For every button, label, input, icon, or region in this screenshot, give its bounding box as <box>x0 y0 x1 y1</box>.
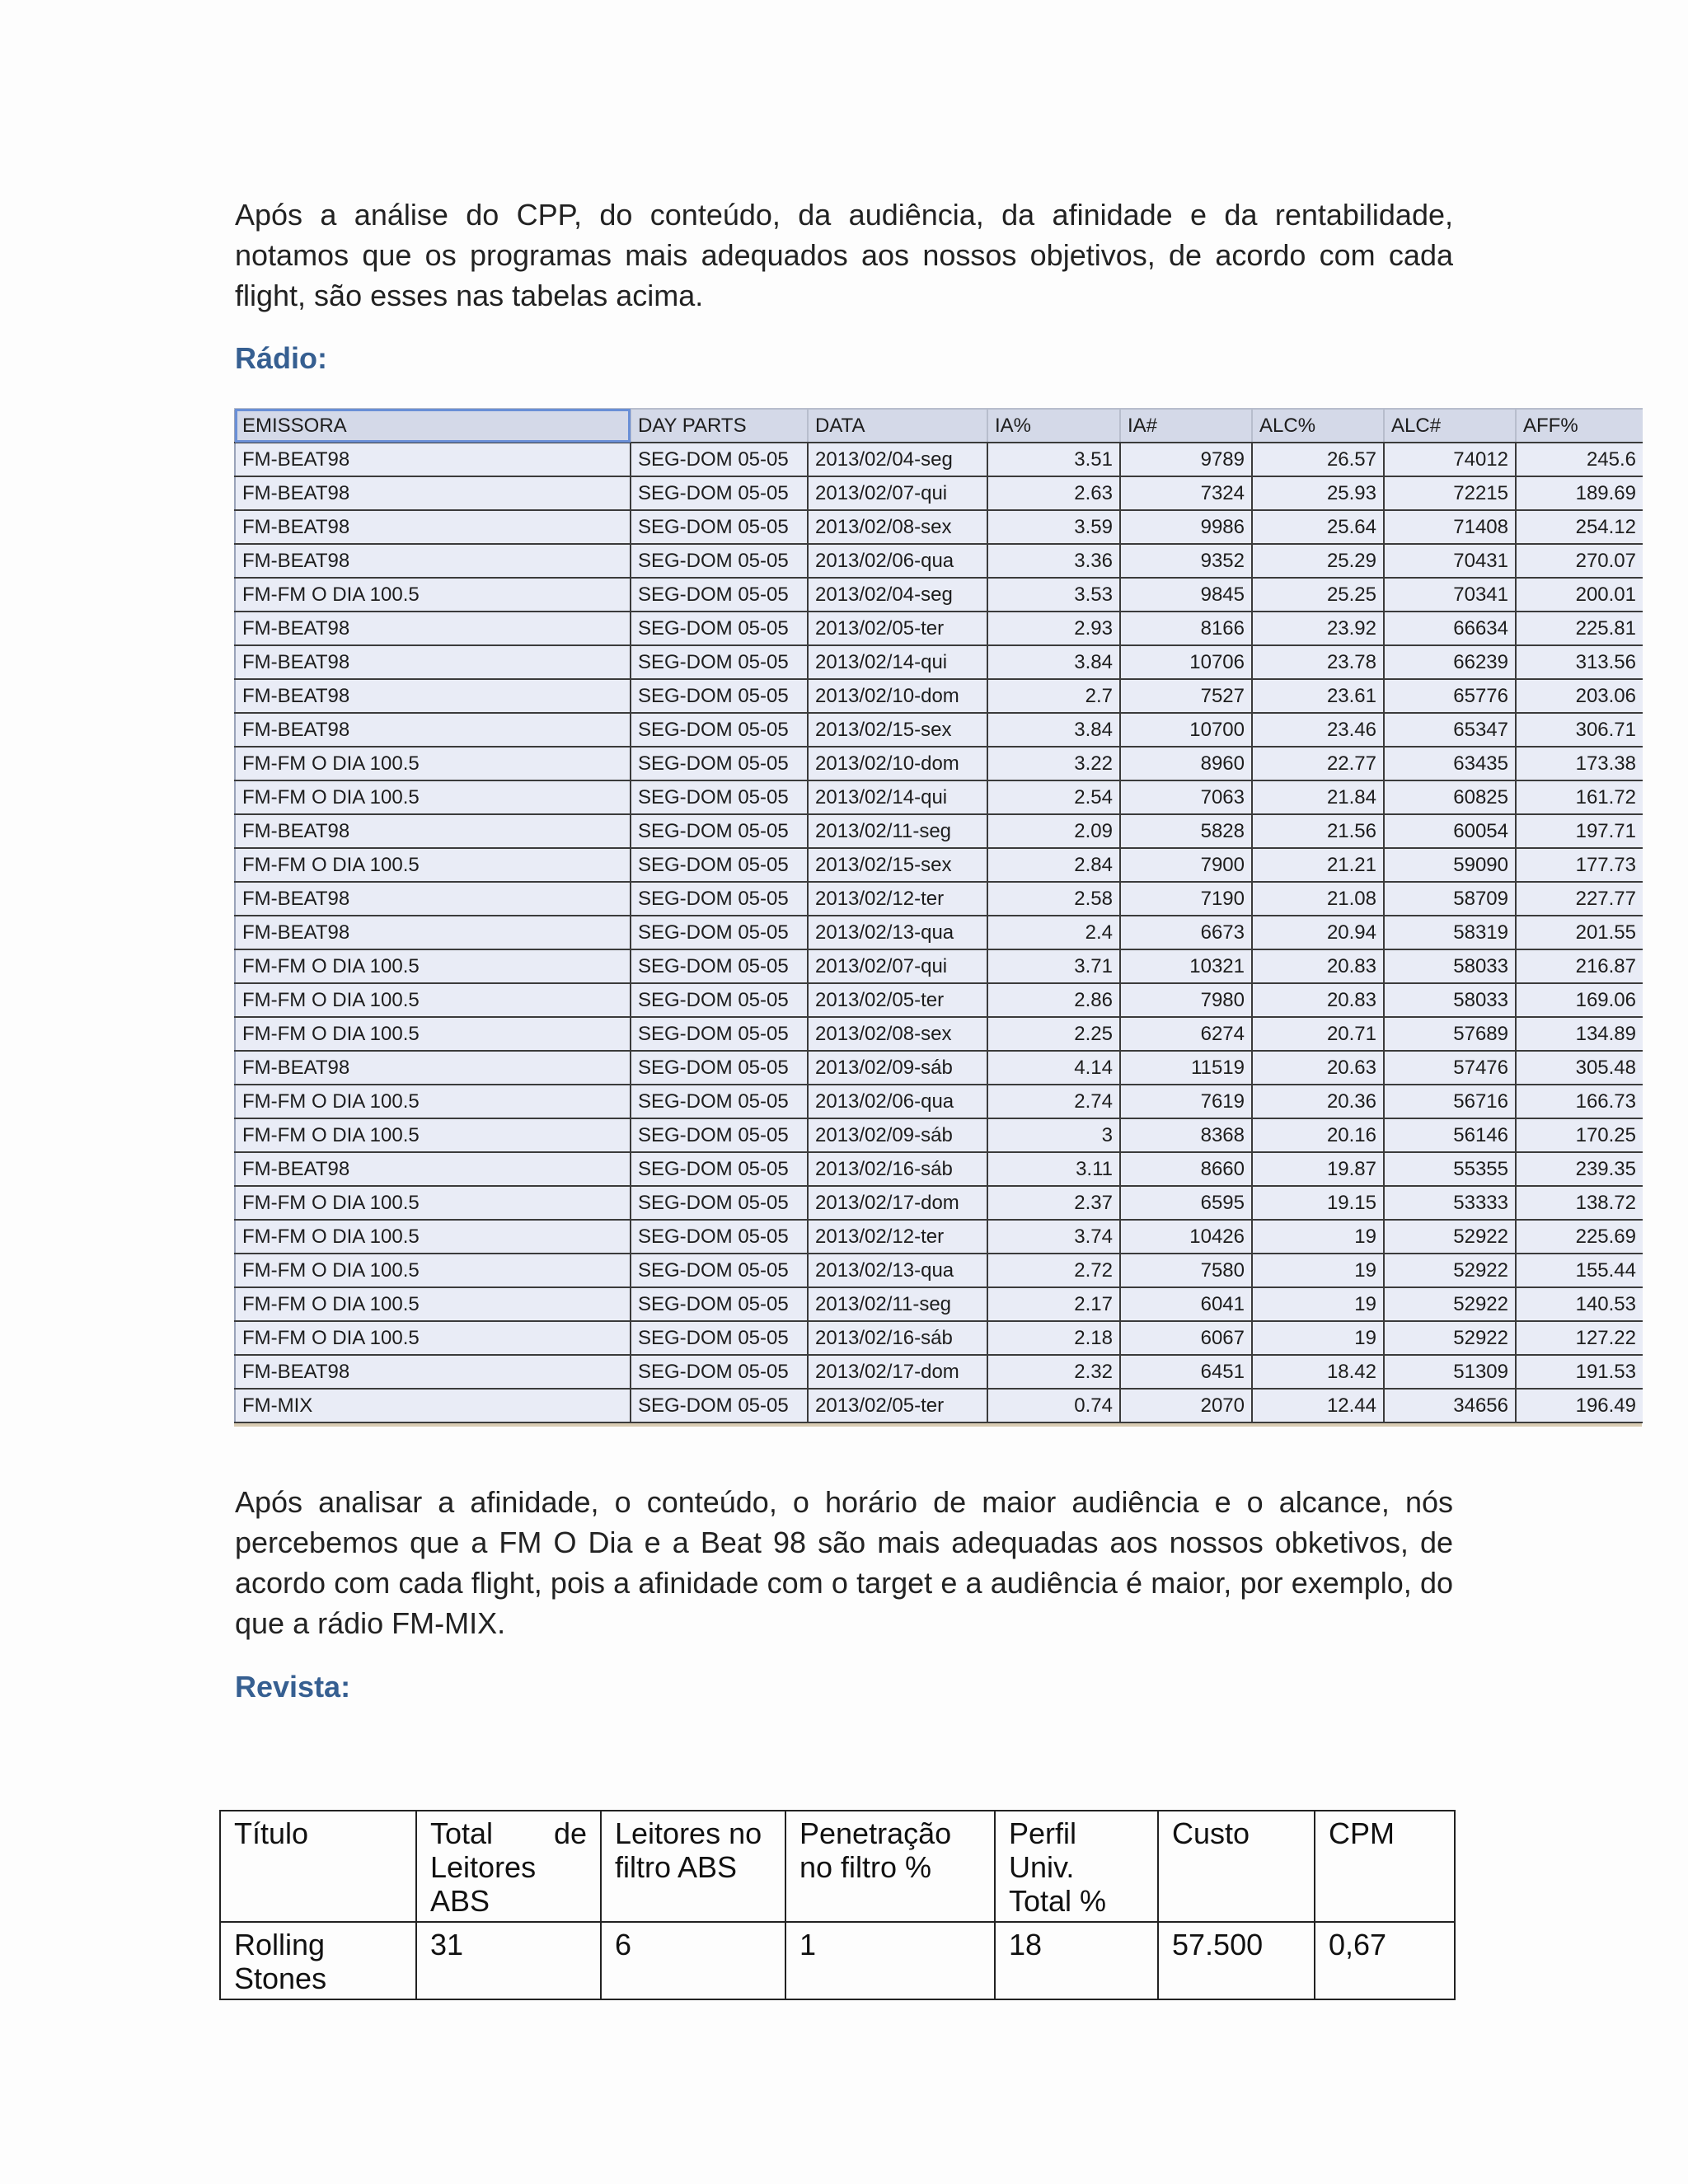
cell-aff-pct: 313.56 <box>1516 645 1643 679</box>
cell-day-parts: SEG-DOM 05-05 <box>631 916 808 949</box>
cell-ia-num: 7580 <box>1120 1254 1252 1287</box>
cell-alc-num: 58033 <box>1384 949 1516 983</box>
cell-alc-pct: 19 <box>1252 1220 1384 1254</box>
cell-ia-num: 6595 <box>1120 1186 1252 1220</box>
col-header-ia-pct: IA% <box>987 409 1120 443</box>
cell-emissora: FM-BEAT98 <box>235 645 631 679</box>
cell-data: 2013/02/15-sex <box>808 848 987 882</box>
table-row <box>235 916 1643 949</box>
cell-day-parts: SEG-DOM 05-05 <box>631 1017 808 1051</box>
cell-perfil: 18 <box>995 1922 1158 1999</box>
cell-aff-pct: 201.55 <box>1516 916 1643 949</box>
cell-aff-pct: 191.53 <box>1516 1355 1643 1389</box>
cell-alc-pct: 26.57 <box>1252 443 1384 476</box>
cell-ia-pct: 3.84 <box>987 645 1120 679</box>
cell-alc-num: 65776 <box>1384 679 1516 713</box>
cell-day-parts: SEG-DOM 05-05 <box>631 983 808 1017</box>
cell-aff-pct: 216.87 <box>1516 949 1643 983</box>
cell-alc-num: 52922 <box>1384 1220 1516 1254</box>
cell-ia-num: 10321 <box>1120 949 1252 983</box>
cell-emissora: FM-FM O DIA 100.5 <box>235 1254 631 1287</box>
cell-data: 2013/02/05-ter <box>808 1389 987 1422</box>
cell-ia-pct: 2.7 <box>987 679 1120 713</box>
cell-ia-num: 8166 <box>1120 612 1252 645</box>
cell-data: 2013/02/05-ter <box>808 983 987 1017</box>
cell-aff-pct: 270.07 <box>1516 544 1643 578</box>
col-header-titulo: Título <box>220 1811 416 1922</box>
col-header-custo: Custo <box>1158 1811 1315 1922</box>
cell-ia-pct: 2.63 <box>987 476 1120 510</box>
cell-data: 2013/02/16-sáb <box>808 1321 987 1355</box>
cell-day-parts: SEG-DOM 05-05 <box>631 679 808 713</box>
cell-alc-num: 34656 <box>1384 1389 1516 1422</box>
cell-day-parts: SEG-DOM 05-05 <box>631 1389 808 1422</box>
cell-alc-num: 66239 <box>1384 645 1516 679</box>
cell-alc-num: 71408 <box>1384 510 1516 544</box>
cell-alc-pct: 20.71 <box>1252 1017 1384 1051</box>
table-row <box>235 1321 1643 1355</box>
cell-ia-num: 7190 <box>1120 882 1252 916</box>
cell-alc-num: 72215 <box>1384 476 1516 510</box>
cell-aff-pct: 134.89 <box>1516 1017 1643 1051</box>
cell-data: 2013/02/06-qua <box>808 544 987 578</box>
cell-alc-pct: 19 <box>1252 1287 1384 1321</box>
revista-table <box>219 1810 1456 2000</box>
cell-data: 2013/02/04-seg <box>808 578 987 612</box>
cell-ia-pct: 2.09 <box>987 814 1120 848</box>
cell-ia-pct: 3.53 <box>987 578 1120 612</box>
cell-data: 2013/02/05-ter <box>808 612 987 645</box>
cell-alc-num: 65347 <box>1384 713 1516 747</box>
cell-data: 2013/02/14-qui <box>808 780 987 814</box>
cell-emissora: FM-FM O DIA 100.5 <box>235 578 631 612</box>
cell-ia-pct: 2.54 <box>987 780 1120 814</box>
cell-alc-pct: 20.16 <box>1252 1118 1384 1152</box>
cell-ia-pct: 3 <box>987 1118 1120 1152</box>
cell-ia-pct: 2.37 <box>987 1186 1120 1220</box>
cell-total-leitores: 31 <box>416 1922 601 1999</box>
cell-data: 2013/02/13-qua <box>808 1254 987 1287</box>
cell-alc-pct: 18.42 <box>1252 1355 1384 1389</box>
cell-data: 2013/02/07-qui <box>808 949 987 983</box>
cell-ia-pct: 3.59 <box>987 510 1120 544</box>
cell-aff-pct: 173.38 <box>1516 747 1643 780</box>
cell-aff-pct: 245.6 <box>1516 443 1643 476</box>
cell-emissora: FM-FM O DIA 100.5 <box>235 983 631 1017</box>
cell-alc-num: 58709 <box>1384 882 1516 916</box>
cell-emissora: FM-FM O DIA 100.5 <box>235 780 631 814</box>
cell-day-parts: SEG-DOM 05-05 <box>631 747 808 780</box>
cell-emissora: FM-BEAT98 <box>235 476 631 510</box>
cell-ia-num: 11519 <box>1120 1051 1252 1085</box>
cell-aff-pct: 155.44 <box>1516 1254 1643 1287</box>
table-row <box>235 1152 1643 1186</box>
cell-data: 2013/02/08-sex <box>808 1017 987 1051</box>
cell-ia-pct: 2.32 <box>987 1355 1120 1389</box>
cell-ia-pct: 2.72 <box>987 1254 1120 1287</box>
cell-day-parts: SEG-DOM 05-05 <box>631 1355 808 1389</box>
cell-alc-pct: 25.29 <box>1252 544 1384 578</box>
cell-leitores-filtro: 6 <box>601 1922 785 1999</box>
cell-ia-num: 7324 <box>1120 476 1252 510</box>
cell-alc-num: 70431 <box>1384 544 1516 578</box>
cell-emissora: FM-BEAT98 <box>235 1152 631 1186</box>
cell-aff-pct: 203.06 <box>1516 679 1643 713</box>
cell-ia-num: 10700 <box>1120 713 1252 747</box>
cell-ia-pct: 3.51 <box>987 443 1120 476</box>
table-row <box>235 679 1643 713</box>
cell-data: 2013/02/17-dom <box>808 1355 987 1389</box>
cell-aff-pct: 161.72 <box>1516 780 1643 814</box>
cell-ia-pct: 3.22 <box>987 747 1120 780</box>
table-row <box>235 949 1643 983</box>
cell-data: 2013/02/16-sáb <box>808 1152 987 1186</box>
cell-aff-pct: 127.22 <box>1516 1321 1643 1355</box>
table-row <box>235 882 1643 916</box>
cell-alc-num: 74012 <box>1384 443 1516 476</box>
cell-aff-pct: 306.71 <box>1516 713 1643 747</box>
cell-data: 2013/02/09-sáb <box>808 1051 987 1085</box>
cell-ia-pct: 3.36 <box>987 544 1120 578</box>
cell-aff-pct: 305.48 <box>1516 1051 1643 1085</box>
cell-alc-num: 53333 <box>1384 1186 1516 1220</box>
radio-table-body <box>235 443 1643 1422</box>
cell-alc-num: 56146 <box>1384 1118 1516 1152</box>
cell-alc-pct: 21.08 <box>1252 882 1384 916</box>
cell-ia-pct: 2.86 <box>987 983 1120 1017</box>
cell-day-parts: SEG-DOM 05-05 <box>631 510 808 544</box>
cell-alc-pct: 19 <box>1252 1321 1384 1355</box>
cell-emissora: FM-BEAT98 <box>235 510 631 544</box>
cell-emissora: FM-FM O DIA 100.5 <box>235 1017 631 1051</box>
cell-alc-pct: 21.56 <box>1252 814 1384 848</box>
cell-emissora: FM-BEAT98 <box>235 612 631 645</box>
cell-ia-num: 8660 <box>1120 1152 1252 1186</box>
cell-day-parts: SEG-DOM 05-05 <box>631 544 808 578</box>
cell-alc-num: 57476 <box>1384 1051 1516 1085</box>
cell-alc-num: 63435 <box>1384 747 1516 780</box>
cell-alc-pct: 21.84 <box>1252 780 1384 814</box>
cell-data: 2013/02/08-sex <box>808 510 987 544</box>
cell-ia-num: 9845 <box>1120 578 1252 612</box>
cell-aff-pct: 138.72 <box>1516 1186 1643 1220</box>
cell-aff-pct: 225.81 <box>1516 612 1643 645</box>
cell-ia-num: 8368 <box>1120 1118 1252 1152</box>
cell-aff-pct: 177.73 <box>1516 848 1643 882</box>
cell-alc-pct: 23.78 <box>1252 645 1384 679</box>
cell-emissora: FM-BEAT98 <box>235 916 631 949</box>
cell-alc-pct: 22.77 <box>1252 747 1384 780</box>
col-header-alc-num: ALC# <box>1384 409 1516 443</box>
cell-emissora: FM-BEAT98 <box>235 1051 631 1085</box>
cell-aff-pct: 239.35 <box>1516 1152 1643 1186</box>
cell-alc-num: 56716 <box>1384 1085 1516 1118</box>
cell-ia-num: 9352 <box>1120 544 1252 578</box>
cell-day-parts: SEG-DOM 05-05 <box>631 1118 808 1152</box>
cell-emissora: FM-BEAT98 <box>235 679 631 713</box>
cell-alc-pct: 23.61 <box>1252 679 1384 713</box>
col-header-data: DATA <box>808 409 987 443</box>
cell-day-parts: SEG-DOM 05-05 <box>631 780 808 814</box>
cell-data: 2013/02/13-qua <box>808 916 987 949</box>
cell-ia-num: 6067 <box>1120 1321 1252 1355</box>
cell-data: 2013/02/04-seg <box>808 443 987 476</box>
cell-day-parts: SEG-DOM 05-05 <box>631 949 808 983</box>
cell-alc-pct: 19.15 <box>1252 1186 1384 1220</box>
cell-ia-num: 8960 <box>1120 747 1252 780</box>
cell-data: 2013/02/12-ter <box>808 882 987 916</box>
table-row <box>235 544 1643 578</box>
cell-day-parts: SEG-DOM 05-05 <box>631 1152 808 1186</box>
cell-alc-pct: 23.46 <box>1252 713 1384 747</box>
cell-ia-num: 10426 <box>1120 1220 1252 1254</box>
revista-table-header <box>220 1811 1455 1922</box>
cell-alc-num: 51309 <box>1384 1355 1516 1389</box>
cell-emissora: FM-BEAT98 <box>235 882 631 916</box>
cell-ia-pct: 3.71 <box>987 949 1120 983</box>
table-row <box>235 1389 1643 1422</box>
intro-paragraph: Após a análise do CPP, do conteúdo, da audiência, da afinidade e da rentabilidade, notamos que os programas mais adequados aos nossos objetivos, de acordo com cada flight, são esses nas tabelas acima. <box>235 198 1453 312</box>
cell-alc-num: 57689 <box>1384 1017 1516 1051</box>
table-row <box>235 510 1643 544</box>
cell-ia-pct: 0.74 <box>987 1389 1120 1422</box>
cell-alc-pct: 19 <box>1252 1254 1384 1287</box>
table-row <box>235 578 1643 612</box>
cell-alc-pct: 25.64 <box>1252 510 1384 544</box>
cell-aff-pct: 200.01 <box>1516 578 1643 612</box>
cell-ia-pct: 2.4 <box>987 916 1120 949</box>
table-row <box>235 645 1643 679</box>
cell-emissora: FM-FM O DIA 100.5 <box>235 1118 631 1152</box>
cell-emissora: FM-BEAT98 <box>235 443 631 476</box>
cell-data: 2013/02/11-seg <box>808 1287 987 1321</box>
cell-ia-pct: 2.17 <box>987 1287 1120 1321</box>
cell-emissora: FM-BEAT98 <box>235 1355 631 1389</box>
cell-day-parts: SEG-DOM 05-05 <box>631 476 808 510</box>
table-row <box>220 1922 1455 1999</box>
cell-ia-num: 2070 <box>1120 1389 1252 1422</box>
cell-ia-num: 6673 <box>1120 916 1252 949</box>
table-row <box>235 1085 1643 1118</box>
table-row <box>235 1017 1643 1051</box>
col-header-day-parts: DAY PARTS <box>631 409 808 443</box>
cell-aff-pct: 140.53 <box>1516 1287 1643 1321</box>
cell-day-parts: SEG-DOM 05-05 <box>631 713 808 747</box>
cell-ia-pct: 3.84 <box>987 713 1120 747</box>
cell-custo: 57.500 <box>1158 1922 1315 1999</box>
cell-emissora: FM-MIX <box>235 1389 631 1422</box>
cell-ia-num: 7063 <box>1120 780 1252 814</box>
cell-alc-pct: 12.44 <box>1252 1389 1384 1422</box>
cell-ia-num: 6451 <box>1120 1355 1252 1389</box>
cell-penetracao: 1 <box>785 1922 995 1999</box>
cell-emissora: FM-FM O DIA 100.5 <box>235 1321 631 1355</box>
table-row <box>235 476 1643 510</box>
cell-emissora: FM-FM O DIA 100.5 <box>235 1220 631 1254</box>
col-header-total-leitores: Total de Leitores ABS <box>416 1811 601 1922</box>
cell-alc-pct: 23.92 <box>1252 612 1384 645</box>
cell-emissora: FM-FM O DIA 100.5 <box>235 1186 631 1220</box>
cell-alc-num: 58033 <box>1384 983 1516 1017</box>
table-row <box>235 1118 1643 1152</box>
cell-day-parts: SEG-DOM 05-05 <box>631 1321 808 1355</box>
cell-emissora: FM-FM O DIA 100.5 <box>235 1287 631 1321</box>
cell-ia-pct: 2.84 <box>987 848 1120 882</box>
cell-alc-num: 70341 <box>1384 578 1516 612</box>
cell-ia-num: 7527 <box>1120 679 1252 713</box>
cell-ia-num: 7619 <box>1120 1085 1252 1118</box>
cell-aff-pct: 227.77 <box>1516 882 1643 916</box>
table-row <box>235 1220 1643 1254</box>
col-header-perfil: Perfil Univ. Total % <box>995 1811 1158 1922</box>
table-row <box>235 612 1643 645</box>
radio-analysis-paragraph: Após analisar a afinidade, o conteúdo, o horário de maior audiência e o alcance, nós percebemos que a FM O Dia e a Beat 98 são mais adequadas aos nossos obketivos, de acordo com cada flight, pois a afinidade com o target e a audiência é maior, por exemplo, do que a rádio FM-MIX. <box>235 1485 1453 1640</box>
radio-table-image <box>234 408 1642 1427</box>
cell-data: 2013/02/17-dom <box>808 1186 987 1220</box>
cell-data: 2013/02/10-dom <box>808 747 987 780</box>
cell-emissora: FM-FM O DIA 100.5 <box>235 848 631 882</box>
cell-alc-pct: 20.63 <box>1252 1051 1384 1085</box>
table-row <box>235 780 1643 814</box>
radio-table-header <box>235 409 1643 443</box>
cell-data: 2013/02/09-sáb <box>808 1118 987 1152</box>
cell-alc-num: 58319 <box>1384 916 1516 949</box>
cell-ia-num: 7980 <box>1120 983 1252 1017</box>
cell-day-parts: SEG-DOM 05-05 <box>631 1254 808 1287</box>
revista-heading: Revista: <box>235 1670 351 1704</box>
cell-ia-num: 5828 <box>1120 814 1252 848</box>
col-header-penetracao: Penetração no filtro % <box>785 1811 995 1922</box>
cell-alc-pct: 20.36 <box>1252 1085 1384 1118</box>
table-row <box>235 1254 1643 1287</box>
cell-data: 2013/02/15-sex <box>808 713 987 747</box>
cell-ia-num: 7900 <box>1120 848 1252 882</box>
cell-emissora: FM-BEAT98 <box>235 814 631 848</box>
cell-aff-pct: 169.06 <box>1516 983 1643 1017</box>
col-header-aff-pct: AFF% <box>1516 409 1643 443</box>
col-header-emissora: EMISSORA <box>235 409 631 443</box>
table-row <box>235 713 1643 747</box>
cell-alc-num: 66634 <box>1384 612 1516 645</box>
cell-aff-pct: 254.12 <box>1516 510 1643 544</box>
cell-cpm: 0,67 <box>1315 1922 1455 1999</box>
cell-ia-num: 10706 <box>1120 645 1252 679</box>
cell-ia-pct: 2.18 <box>987 1321 1120 1355</box>
cell-ia-pct: 2.25 <box>987 1017 1120 1051</box>
table-row <box>235 848 1643 882</box>
cell-emissora: FM-FM O DIA 100.5 <box>235 949 631 983</box>
cell-aff-pct: 196.49 <box>1516 1389 1643 1422</box>
cell-aff-pct: 189.69 <box>1516 476 1643 510</box>
cell-emissora: FM-FM O DIA 100.5 <box>235 747 631 780</box>
cell-ia-num: 9986 <box>1120 510 1252 544</box>
cell-alc-pct: 21.21 <box>1252 848 1384 882</box>
cell-alc-num: 60054 <box>1384 814 1516 848</box>
cell-data: 2013/02/11-seg <box>808 814 987 848</box>
cell-emissora: FM-BEAT98 <box>235 713 631 747</box>
cell-alc-num: 60825 <box>1384 780 1516 814</box>
cell-alc-pct: 25.93 <box>1252 476 1384 510</box>
cell-day-parts: SEG-DOM 05-05 <box>631 645 808 679</box>
cell-ia-pct: 2.93 <box>987 612 1120 645</box>
table-row <box>235 983 1643 1017</box>
table-row <box>235 1186 1643 1220</box>
radio-heading: Rádio: <box>235 341 327 375</box>
cell-ia-pct: 2.58 <box>987 882 1120 916</box>
cell-aff-pct: 166.73 <box>1516 1085 1643 1118</box>
cell-alc-pct: 20.83 <box>1252 983 1384 1017</box>
col-header-leitores-filtro: Leitores no filtro ABS <box>601 1811 785 1922</box>
cell-titulo: Rolling Stones <box>220 1922 416 1999</box>
cell-ia-pct: 3.74 <box>987 1220 1120 1254</box>
cell-day-parts: SEG-DOM 05-05 <box>631 814 808 848</box>
cell-day-parts: SEG-DOM 05-05 <box>631 443 808 476</box>
cell-data: 2013/02/07-qui <box>808 476 987 510</box>
cell-day-parts: SEG-DOM 05-05 <box>631 1220 808 1254</box>
cell-alc-pct: 20.83 <box>1252 949 1384 983</box>
cell-day-parts: SEG-DOM 05-05 <box>631 882 808 916</box>
cell-ia-num: 9789 <box>1120 443 1252 476</box>
table-row <box>235 1287 1643 1321</box>
cell-alc-num: 52922 <box>1384 1321 1516 1355</box>
cell-data: 2013/02/06-qua <box>808 1085 987 1118</box>
table-row <box>235 443 1643 476</box>
cell-ia-num: 6041 <box>1120 1287 1252 1321</box>
cell-data: 2013/02/14-qui <box>808 645 987 679</box>
cell-aff-pct: 170.25 <box>1516 1118 1643 1152</box>
cell-alc-num: 52922 <box>1384 1254 1516 1287</box>
table-row <box>235 1051 1643 1085</box>
cell-aff-pct: 225.69 <box>1516 1220 1643 1254</box>
table-row <box>235 1355 1643 1389</box>
cell-emissora: FM-FM O DIA 100.5 <box>235 1085 631 1118</box>
cell-day-parts: SEG-DOM 05-05 <box>631 1051 808 1085</box>
cell-ia-pct: 2.74 <box>987 1085 1120 1118</box>
cell-alc-pct: 19.87 <box>1252 1152 1384 1186</box>
cell-day-parts: SEG-DOM 05-05 <box>631 612 808 645</box>
cell-alc-num: 59090 <box>1384 848 1516 882</box>
cell-ia-pct: 4.14 <box>987 1051 1120 1085</box>
cell-data: 2013/02/10-dom <box>808 679 987 713</box>
cell-ia-num: 6274 <box>1120 1017 1252 1051</box>
cell-day-parts: SEG-DOM 05-05 <box>631 848 808 882</box>
cell-alc-num: 52922 <box>1384 1287 1516 1321</box>
cell-alc-pct: 20.94 <box>1252 916 1384 949</box>
cell-alc-pct: 25.25 <box>1252 578 1384 612</box>
cell-data: 2013/02/12-ter <box>808 1220 987 1254</box>
cell-day-parts: SEG-DOM 05-05 <box>631 1085 808 1118</box>
cell-day-parts: SEG-DOM 05-05 <box>631 578 808 612</box>
col-header-cpm: CPM <box>1315 1811 1455 1922</box>
radio-table <box>234 408 1643 1423</box>
cell-aff-pct: 197.71 <box>1516 814 1643 848</box>
cell-ia-pct: 3.11 <box>987 1152 1120 1186</box>
table-row <box>235 747 1643 780</box>
table-row <box>235 814 1643 848</box>
cell-day-parts: SEG-DOM 05-05 <box>631 1186 808 1220</box>
cell-emissora: FM-BEAT98 <box>235 544 631 578</box>
col-header-ia-num: IA# <box>1120 409 1252 443</box>
col-header-alc-pct: ALC% <box>1252 409 1384 443</box>
cell-alc-num: 55355 <box>1384 1152 1516 1186</box>
cell-day-parts: SEG-DOM 05-05 <box>631 1287 808 1321</box>
